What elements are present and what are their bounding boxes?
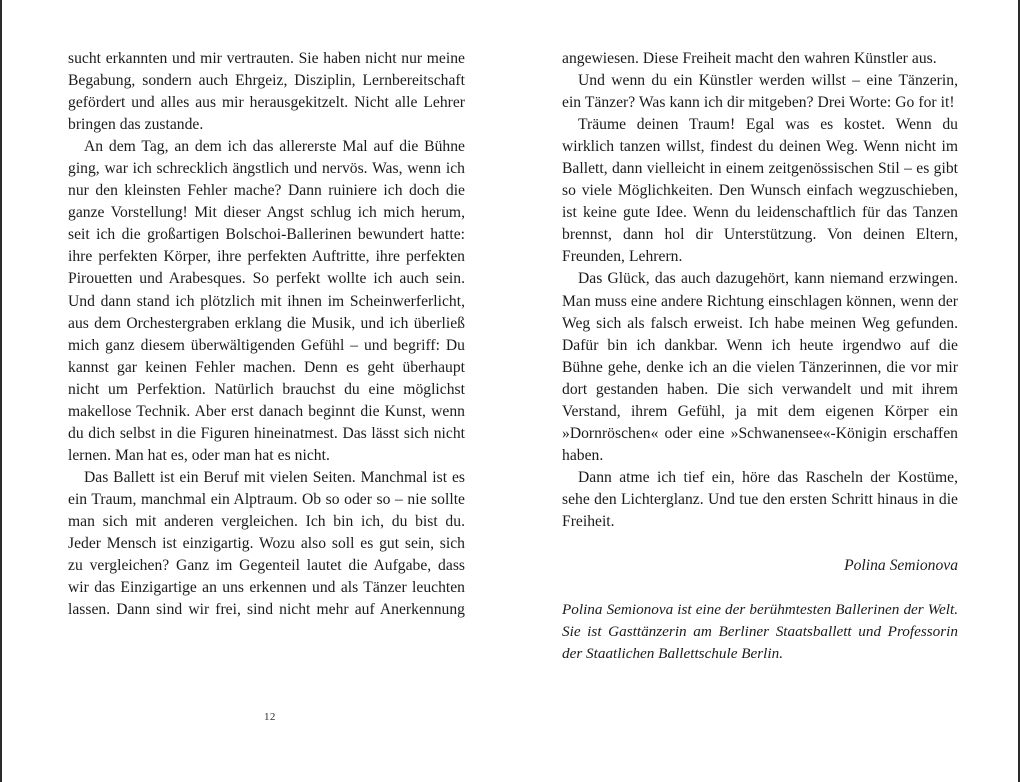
- paragraph: Das Ballett ist ein Beruf mit vielen Seiten. Manchmal ist es ein Traum, manchmal ein Alptraum. Ob so oder so – nie sollte man sich mit anderen vergleichen. Ich bin ich, du bist du. Jeder Mensch ist einzigartig. Wozu also soll es gut sein, sich zu vergleichen? Ganz im Gegenteil lautet die Aufgabe, dass wir das Einzigartige an uns erkennen und als Tänzer leuchten lassen. Dann sind wir frei, sind nicht mehr auf Anerkennung: [68, 468, 465, 619]
- two-column-text-body: [2, 0, 1018, 782]
- paragraph: sucht erkannten und mir vertrauten. Sie haben nicht nur meine Begabung, sondern auch Ehrgeiz, Disziplin, Lernbereitschaft gefördert und alles aus mir herausgekitzelt. Nicht alle Lehrer bringen das zustande.: [68, 50, 465, 134]
- paragraph: Und wenn du ein Künstler werden willst – eine Tänzerin, ein Tänzer? Was kann ich dir mitgeben? Drei Worte: Go for it!: [562, 72, 958, 112]
- paragraph: Träume deinen Traum! Egal was es kostet. Wenn du wirklich tanzen willst, findest du deinen Weg. Wenn nicht im Ballett, dann vielleicht in einem zeitgenössischen Stil – es gibt so viele Möglichkeiten. Den Wunsch einfach wegzuschieben, ist keine gute Idee. Wenn du leidenschaftlich für das Tanzen brennst, dann hol dir Unterstützung. Von deinen Eltern, Freunden, Lehrern.: [562, 116, 958, 266]
- author-signature: Polina Semionova: [844, 557, 958, 575]
- left-text-column: [68, 48, 465, 621]
- page-number: 12: [264, 711, 276, 723]
- paragraph: angewiesen. Diese Freiheit macht den wahren Künstler aus.: [562, 50, 937, 67]
- right-text-column: [562, 48, 958, 665]
- paragraph: Dann atme ich tief ein, höre das Rascheln der Kostüme, sehe den Lichterglanz. Und tue den ersten Schritt hinaus in die Freiheit.: [562, 468, 958, 530]
- author-biography-note: Polina Semionova ist eine der berühmtesten Ballerinen der Welt. Sie ist Gasttänzerin am Berliner Staatsballett und Professorin der Staatlichen Ballettschule Berlin.: [562, 601, 958, 663]
- paragraph: An dem Tag, an dem ich das allererste Mal auf die Bühne ging, war ich schrecklich ängstlich und nervös. Was, wenn ich nur den kleinsten Fehler mache? Dann ruiniere ich doch die ganze Vorstellung! Mit dieser Angst schlug ich mich herum, seit ich die großartigen Bolschoi-Ballerinen bewundert hatte: ihre perfekten Körper, ihre perfekten Auftritte, ihre perfekten Pirouetten und Arabesques. So perfekt wollte ich auch sein. Und dann stand ich plötzlich mit ihnen im Scheinwerferlicht, aus dem Orchestergraben erklang die Musik, und ich überließ mich ganz diesem überwältigenden Gefühl – und begriff: Du kannst gar keinen Fehler machen. Denn es geht überhaupt nicht um Perfektion. Natürlich brauchst du eine möglichst makellose Technik. Aber erst danach beginnt die Kunst, wenn du dich selbst in die Figuren hineinatmest. Das lässt sich nicht lernen. Man hat es, oder man hat es nicht.: [68, 138, 465, 464]
- paragraph: Das Glück, das auch dazugehört, kann niemand erzwingen. Man muss eine andere Richtung einschlagen können, wenn der Weg sich als falsch erweist. Ich habe meinen Weg gefunden. Dafür bin ich dankbar. Wenn ich heute irgendwo auf die Bühne gehe, denke ich an die vielen Tänzerinnen, die vor mir dort gestanden haben. Die sich verwandelt und mit ihrem Verstand, ihrem Gefühl, ja mit dem eigenen Körper ein »Dornröschen« oder eine »Schwanensee«-Königin erschaffen haben.: [562, 270, 958, 464]
